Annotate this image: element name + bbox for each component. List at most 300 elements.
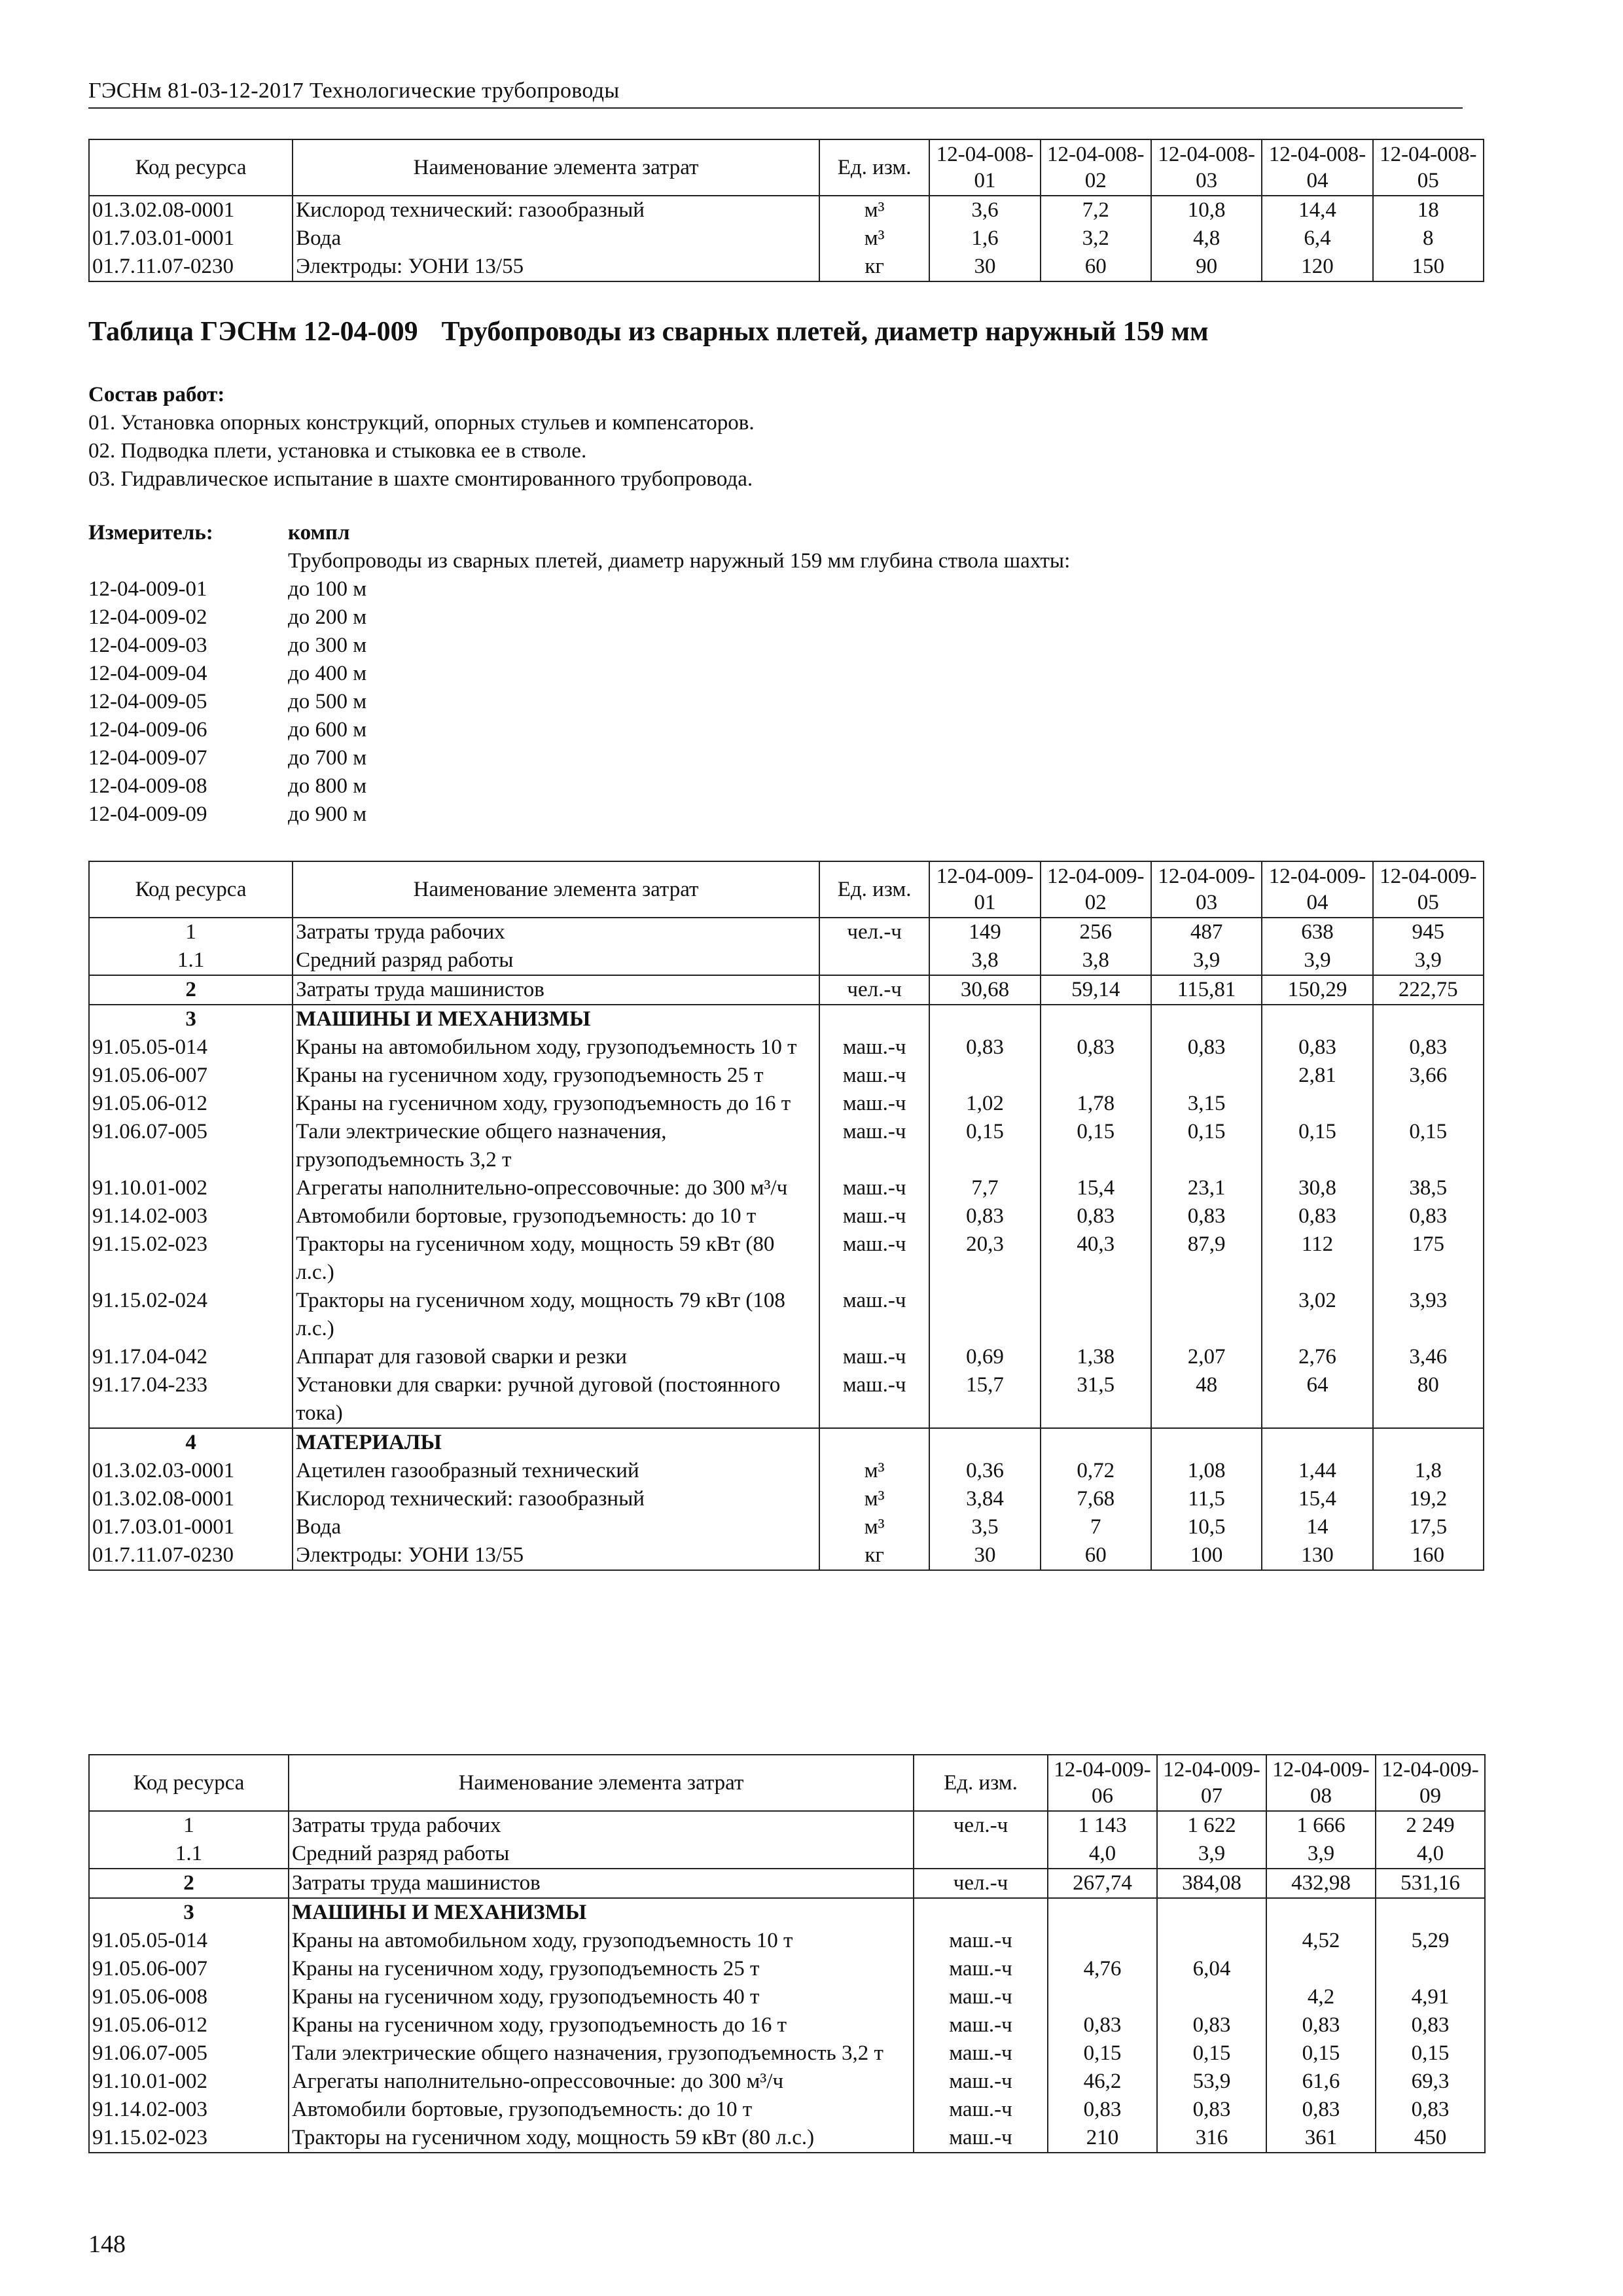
norm-value: 0,83 (1041, 1202, 1151, 1230)
section-row (89, 1898, 1485, 1927)
norm-value: 31,5 (1041, 1371, 1151, 1428)
col-header-norm: 12-04-009-01 (929, 861, 1040, 918)
norm-value: 150,29 (1262, 975, 1372, 1005)
norm-value: 7,7 (929, 1174, 1040, 1202)
norm-value: 3,9 (1157, 1840, 1266, 1869)
unit: маш.-ч (819, 1118, 929, 1174)
measure-item-code: 12-04-009-04 (88, 662, 207, 685)
unit: м³ (819, 1485, 929, 1513)
norm-value: 15,7 (929, 1371, 1040, 1428)
norm-value: 0,15 (1262, 1118, 1372, 1174)
measure-item (88, 603, 1070, 632)
resource-code: 1 (89, 1811, 289, 1840)
unit: чел.-ч (819, 918, 929, 946)
col-header-norm: 12-04-009-03 (1151, 861, 1262, 918)
work-composition (88, 381, 755, 493)
norm-value: 0,15 (1157, 2039, 1266, 2068)
cost-item-name: Автомобили бортовые, грузоподъемность: до 10 т (293, 1202, 819, 1230)
norm-value: 256 (1041, 918, 1151, 946)
cost-item-name: Кислород технический: газообразный (293, 196, 819, 224)
norm-value: 10,5 (1151, 1513, 1262, 1541)
norm-value: 80 (1373, 1371, 1484, 1428)
norm-value: 3,8 (1041, 946, 1151, 975)
norm-value: 210 (1048, 2124, 1157, 2153)
table-row (89, 2039, 1485, 2068)
norm-value: 0,83 (1373, 1202, 1484, 1230)
norm-value (1266, 1955, 1376, 1983)
norm-value: 3,9 (1266, 1840, 1376, 1869)
norm-value: 10,8 (1151, 196, 1262, 224)
norm-value (1151, 1428, 1262, 1457)
norm-value: 0,83 (1266, 2011, 1376, 2039)
col-header-norm: 12-04-009-05 (1373, 861, 1484, 918)
cost-item-name: Тали электрические общего назначения, грузоподъемность 3,2 т (293, 1118, 819, 1174)
norm-value: 0,83 (1373, 1033, 1484, 1062)
table-row (89, 1202, 1484, 1230)
col-header-code: Код ресурса (89, 1755, 289, 1811)
table-row (89, 1983, 1485, 2011)
resource-code: 2 (89, 1869, 289, 1898)
resource-code: 3 (89, 1005, 293, 1033)
norm-value: 384,08 (1157, 1869, 1266, 1898)
norm-value: 30 (929, 1541, 1040, 1570)
table-row (89, 1927, 1485, 1955)
header-row (89, 861, 1484, 918)
cost-item-name: Электроды: УОНИ 13/55 (293, 1541, 819, 1570)
table-title (88, 316, 1209, 348)
unit: маш.-ч (819, 1287, 929, 1343)
cost-item-name: Средний разряд работы (289, 1840, 914, 1869)
header-row (89, 1755, 1485, 1811)
norm-value (1157, 1927, 1266, 1955)
table-row (89, 253, 1484, 281)
norm-value (1041, 1062, 1151, 1090)
norm-value: 0,83 (1151, 1202, 1262, 1230)
col-header-name: Наименование элемента затрат (289, 1755, 914, 1811)
norm-value: 14,4 (1262, 196, 1372, 224)
resource-code: 91.05.06-007 (89, 1955, 289, 1983)
norm-value: 7,2 (1041, 196, 1151, 224)
measure-item (88, 800, 1070, 829)
norm-value: 0,15 (1041, 1118, 1151, 1174)
norm-value: 120 (1262, 253, 1372, 281)
cost-item-name: Краны на гусеничном ходу, грузоподъемность до 16 т (293, 1090, 819, 1118)
norm-value: 0,83 (1151, 1033, 1262, 1062)
col-header-code: Код ресурса (89, 139, 293, 196)
unit: м³ (819, 196, 929, 224)
norm-value (1048, 1927, 1157, 1955)
cost-item-name: Краны на гусеничном ходу, грузоподъемность 25 т (293, 1062, 819, 1090)
norm-value: 3,9 (1262, 946, 1372, 975)
unit (819, 1005, 929, 1033)
running-header: ГЭСНм 81-03-12-2017 Технологические трубопроводы (88, 79, 1463, 109)
unit (819, 1428, 929, 1457)
norm-value: 5,29 (1376, 1927, 1485, 1955)
norm-value: 1 622 (1157, 1811, 1266, 1840)
norm-value: 1,78 (1041, 1090, 1151, 1118)
norm-value: 15,4 (1041, 1174, 1151, 1202)
norm-value: 115,81 (1151, 975, 1262, 1005)
norm-value: 638 (1262, 918, 1372, 946)
unit: маш.-ч (819, 1371, 929, 1428)
norm-value: 4,91 (1376, 1983, 1485, 2011)
measure-item (88, 688, 1070, 716)
table-row (89, 1033, 1484, 1062)
measure-item (88, 660, 1070, 688)
col-header-norm: 12-04-009-02 (1041, 861, 1151, 918)
resource-code: 2 (89, 975, 293, 1005)
norm-value (1262, 1090, 1372, 1118)
cost-item-name: Затраты труда рабочих (293, 918, 819, 946)
col-header-norm: 12-04-008-02 (1041, 139, 1151, 196)
unit: чел.-ч (819, 975, 929, 1005)
cost-item-name: Краны на гусеничном ходу, грузоподъемность до 16 т (289, 2011, 914, 2039)
table-row (89, 2068, 1485, 2096)
resource-code: 91.06.07-005 (89, 1118, 293, 1174)
resource-code: 91.06.07-005 (89, 2039, 289, 2068)
norm-value: 0,36 (929, 1457, 1040, 1485)
norm-value: 14 (1262, 1513, 1372, 1541)
table-row (89, 1343, 1484, 1371)
table-title-name: Трубопроводы из сварных плетей, диаметр наружный 159 мм (441, 317, 1209, 347)
unit: маш.-ч (819, 1202, 929, 1230)
unit: маш.-ч (819, 1062, 929, 1090)
norm-value: 316 (1157, 2124, 1266, 2153)
norm-value: 69,3 (1376, 2068, 1485, 2096)
col-header-unit: Ед. изм. (819, 861, 929, 918)
unit (914, 1898, 1048, 1927)
norm-value: 1 666 (1266, 1811, 1376, 1840)
table-row (89, 2124, 1485, 2153)
cost-item-name: Ацетилен газообразный технический (293, 1457, 819, 1485)
table-row (89, 1230, 1484, 1287)
col-header-code: Код ресурса (89, 861, 293, 918)
resource-code: 1 (89, 918, 293, 946)
unit: маш.-ч (914, 2124, 1048, 2153)
norm-value: 3,9 (1151, 946, 1262, 975)
norm-value: 4,76 (1048, 1955, 1157, 1983)
measure-unit: компл (288, 521, 350, 545)
norm-value: 0,83 (1376, 2096, 1485, 2124)
section-row (89, 1005, 1484, 1033)
norm-value: 0,72 (1041, 1457, 1151, 1485)
table-row (89, 196, 1484, 224)
cost-item-name: Электроды: УОНИ 13/55 (293, 253, 819, 281)
cost-item-name: Автомобили бортовые, грузоподъемность: до 10 т (289, 2096, 914, 2124)
norm-value: 0,15 (1376, 2039, 1485, 2068)
norm-value: 87,9 (1151, 1230, 1262, 1287)
unit: кг (819, 253, 929, 281)
norm-value (929, 1428, 1040, 1457)
resource-code: 4 (89, 1428, 293, 1457)
norm-value (1376, 1955, 1485, 1983)
resource-code: 91.15.02-024 (89, 1287, 293, 1343)
norm-value: 4,0 (1376, 1840, 1485, 1869)
norm-value (1373, 1090, 1484, 1118)
norm-value (1262, 1428, 1372, 1457)
cost-item-name: Краны на автомобильном ходу, грузоподъемность 10 т (293, 1033, 819, 1062)
norm-value: 38,5 (1373, 1174, 1484, 1202)
norm-value: 112 (1262, 1230, 1372, 1287)
norm-value: 4,2 (1266, 1983, 1376, 2011)
norm-value: 60 (1041, 1541, 1151, 1570)
col-header-name: Наименование элемента затрат (293, 139, 819, 196)
norm-value: 3,15 (1151, 1090, 1262, 1118)
cost-item-name: Средний разряд работы (293, 946, 819, 975)
unit: маш.-ч (819, 1343, 929, 1371)
cost-table-009-cols-06-09 (88, 1754, 1486, 2153)
measure-item-depth: до 400 м (288, 662, 367, 685)
unit: маш.-ч (819, 1090, 929, 1118)
table-row (89, 1457, 1484, 1485)
norm-value: 23,1 (1151, 1174, 1262, 1202)
norm-value: 1,44 (1262, 1457, 1372, 1485)
resource-code: 91.15.02-023 (89, 1230, 293, 1287)
norm-value (1266, 1898, 1376, 1927)
measure-item-code: 12-04-009-08 (88, 774, 207, 798)
norm-value: 0,83 (1041, 1033, 1151, 1062)
resource-code: 91.10.01-002 (89, 2068, 289, 2096)
cost-item-name: Тали электрические общего назначения, грузоподъемность 3,2 т (289, 2039, 914, 2068)
col-header-norm: 12-04-009-08 (1266, 1755, 1376, 1811)
norm-value: 0,83 (1262, 1033, 1372, 1062)
norm-value: 19,2 (1373, 1485, 1484, 1513)
table-row (89, 975, 1484, 1005)
norm-value: 8 (1373, 224, 1484, 253)
norm-value: 2,81 (1262, 1062, 1372, 1090)
unit: маш.-ч (914, 1955, 1048, 1983)
resource-code: 01.7.11.07-0230 (89, 1541, 293, 1570)
norm-value: 90 (1151, 253, 1262, 281)
work-composition-heading: Состав работ: (88, 383, 225, 406)
unit: маш.-ч (819, 1230, 929, 1287)
cost-item-name: МАШИНЫ И МЕХАНИЗМЫ (293, 1005, 819, 1033)
norm-value: 3,2 (1041, 224, 1151, 253)
norm-value: 7,68 (1041, 1485, 1151, 1513)
norm-value: 487 (1151, 918, 1262, 946)
table-row (89, 1955, 1485, 1983)
norm-value: 149 (929, 918, 1040, 946)
measure-item-code: 12-04-009-06 (88, 718, 207, 742)
col-header-norm: 12-04-008-04 (1262, 139, 1372, 196)
table-row (89, 1485, 1484, 1513)
measure-item (88, 632, 1070, 660)
norm-value: 0,15 (1373, 1118, 1484, 1174)
measure-item-depth: до 800 м (288, 774, 367, 798)
cost-item-name: Вода (293, 224, 819, 253)
unit: маш.-ч (914, 2096, 1048, 2124)
measure-item (88, 744, 1070, 772)
resource-code: 91.05.05-014 (89, 1927, 289, 1955)
norm-value: 30,68 (929, 975, 1040, 1005)
cost-item-name: МАТЕРИАЛЫ (293, 1428, 819, 1457)
norm-value (1373, 1428, 1484, 1457)
table-row (89, 1541, 1484, 1570)
measure-item-code: 12-04-009-07 (88, 746, 207, 770)
unit: кг (819, 1541, 929, 1570)
norm-value: 53,9 (1157, 2068, 1266, 2096)
work-item: 01. Установка опорных конструкций, опорных стульев и компенсаторов. (88, 411, 755, 435)
norm-value: 3,5 (929, 1513, 1040, 1541)
measure-item-depth: до 700 м (288, 746, 367, 770)
work-item: 03. Гидравлическое испытание в шахте смонтированного трубопровода. (88, 467, 753, 491)
col-header-norm: 12-04-009-09 (1376, 1755, 1485, 1811)
measure-item-depth: до 500 м (288, 690, 367, 713)
norm-value: 160 (1373, 1541, 1484, 1570)
table-row (89, 1090, 1484, 1118)
norm-value: 0,15 (929, 1118, 1040, 1174)
table-row (89, 2011, 1485, 2039)
norm-value: 0,83 (929, 1202, 1040, 1230)
norm-value (929, 1287, 1040, 1343)
resource-code: 91.15.02-023 (89, 2124, 289, 2153)
table-row (89, 1371, 1484, 1428)
table-row (89, 1118, 1484, 1174)
table-row (89, 2096, 1485, 2124)
cost-item-name: Кислород технический: газообразный (293, 1485, 819, 1513)
unit (819, 946, 929, 975)
norm-value: 222,75 (1373, 975, 1484, 1005)
unit: маш.-ч (914, 2011, 1048, 2039)
norm-value: 267,74 (1048, 1869, 1157, 1898)
norm-value: 1,08 (1151, 1457, 1262, 1485)
unit: маш.-ч (914, 1927, 1048, 1955)
measure-item-code: 12-04-009-05 (88, 690, 207, 713)
measure-item-depth: до 900 м (288, 802, 367, 826)
unit: м³ (819, 224, 929, 253)
resource-code: 91.14.02-003 (89, 1202, 293, 1230)
norm-value (1048, 1898, 1157, 1927)
norm-value: 130 (1262, 1541, 1372, 1570)
measure-item-depth: до 100 м (288, 577, 367, 601)
norm-value: 0,15 (1151, 1118, 1262, 1174)
norm-value: 0,83 (1157, 2011, 1266, 2039)
resource-code: 91.14.02-003 (89, 2096, 289, 2124)
cost-item-name: Тракторы на гусеничном ходу, мощность 59 кВт (80 л.с.) (289, 2124, 914, 2153)
table-row (89, 1174, 1484, 1202)
norm-value (1376, 1898, 1485, 1927)
unit: м³ (819, 1513, 929, 1541)
resource-code: 3 (89, 1898, 289, 1927)
norm-value: 450 (1376, 2124, 1485, 2153)
resource-code: 1.1 (89, 1840, 289, 1869)
norm-value: 3,46 (1373, 1343, 1484, 1371)
cost-item-name: Агрегаты наполнительно-опрессовочные: до 300 м³/ч (289, 2068, 914, 2096)
norm-value (1151, 1062, 1262, 1090)
unit: чел.-ч (914, 1811, 1048, 1840)
cost-item-name: Затраты труда машинистов (289, 1869, 914, 1898)
resource-code: 01.7.03.01-0001 (89, 1513, 293, 1541)
norm-value (1157, 1983, 1266, 2011)
resource-code: 1.1 (89, 946, 293, 975)
norm-value (929, 1005, 1040, 1033)
norm-value (1041, 1287, 1151, 1343)
norm-value: 40,3 (1041, 1230, 1151, 1287)
norm-value (1157, 1898, 1266, 1927)
section-row (89, 1428, 1484, 1457)
col-header-norm: 12-04-009-07 (1157, 1755, 1266, 1811)
cost-item-name: Краны на гусеничном ходу, грузоподъемность 25 т (289, 1955, 914, 1983)
resource-code: 91.17.04-233 (89, 1371, 293, 1428)
norm-value: 175 (1373, 1230, 1484, 1287)
norm-value: 0,83 (929, 1033, 1040, 1062)
norm-value: 3,02 (1262, 1287, 1372, 1343)
norm-value: 1,6 (929, 224, 1040, 253)
resource-code: 91.05.05-014 (89, 1033, 293, 1062)
norm-value: 3,6 (929, 196, 1040, 224)
measure-item (88, 716, 1070, 744)
col-header-norm: 12-04-009-06 (1048, 1755, 1157, 1811)
measure-item-code: 12-04-009-02 (88, 605, 207, 629)
norm-value: 4,52 (1266, 1927, 1376, 1955)
norm-value (1048, 1983, 1157, 2011)
col-header-norm: 12-04-009-04 (1262, 861, 1372, 918)
measure-item-code: 12-04-009-09 (88, 802, 207, 826)
resource-code: 01.7.03.01-0001 (89, 224, 293, 253)
table-row (89, 1062, 1484, 1090)
norm-value: 531,16 (1376, 1869, 1485, 1898)
cost-item-name: Вода (293, 1513, 819, 1541)
col-header-unit: Ед. изм. (914, 1755, 1048, 1811)
norm-value: 2,76 (1262, 1343, 1372, 1371)
norm-value: 432,98 (1266, 1869, 1376, 1898)
table-row (89, 1811, 1485, 1840)
norm-value (1041, 1428, 1151, 1457)
norm-value: 6,04 (1157, 1955, 1266, 1983)
measure-item-depth: до 300 м (288, 634, 367, 657)
norm-value: 3,93 (1373, 1287, 1484, 1343)
cost-item-name: Агрегаты наполнительно-опрессовочные: до 300 м³/ч (293, 1174, 819, 1202)
norm-value: 20,3 (929, 1230, 1040, 1287)
resource-code: 91.05.06-007 (89, 1062, 293, 1090)
col-header-norm: 12-04-008-01 (929, 139, 1040, 196)
norm-value (929, 1062, 1040, 1090)
norm-value (1262, 1005, 1372, 1033)
resource-code: 91.05.06-012 (89, 2011, 289, 2039)
measure-item (88, 575, 1070, 603)
col-header-norm: 12-04-008-05 (1373, 139, 1484, 196)
col-header-norm: 12-04-008-03 (1151, 139, 1262, 196)
table-row (89, 946, 1484, 975)
table-row (89, 918, 1484, 946)
norm-value: 4,8 (1151, 224, 1262, 253)
norm-value (1373, 1005, 1484, 1033)
norm-value: 17,5 (1373, 1513, 1484, 1541)
measure-label: Измеритель: (88, 521, 213, 545)
norm-value: 3,84 (929, 1485, 1040, 1513)
cost-item-name: Краны на автомобильном ходу, грузоподъемность 10 т (289, 1927, 914, 1955)
measure-item-depth: до 200 м (288, 605, 367, 629)
norm-value: 150 (1373, 253, 1484, 281)
resource-code: 91.05.06-012 (89, 1090, 293, 1118)
cost-item-name: Краны на гусеничном ходу, грузоподъемность 40 т (289, 1983, 914, 2011)
measure-item-code: 12-04-009-03 (88, 634, 207, 657)
cost-item-name: Тракторы на гусеничном ходу, мощность 59 кВт (80 л.с.) (293, 1230, 819, 1287)
measure-description: Трубопроводы из сварных плетей, диаметр наружный 159 мм глубина ствола шахты: (288, 549, 1071, 573)
norm-value: 0,15 (1266, 2039, 1376, 2068)
norm-value: 3,9 (1373, 946, 1484, 975)
cost-item-name: Затраты труда рабочих (289, 1811, 914, 1840)
norm-value: 61,6 (1266, 2068, 1376, 2096)
unit: маш.-ч (819, 1174, 929, 1202)
cost-item-name: Затраты труда машинистов (293, 975, 819, 1005)
norm-value: 0,69 (929, 1343, 1040, 1371)
unit: маш.-ч (819, 1033, 929, 1062)
measure-item (88, 772, 1070, 800)
norm-value: 2,07 (1151, 1343, 1262, 1371)
norm-value: 945 (1373, 918, 1484, 946)
norm-value: 48 (1151, 1371, 1262, 1428)
